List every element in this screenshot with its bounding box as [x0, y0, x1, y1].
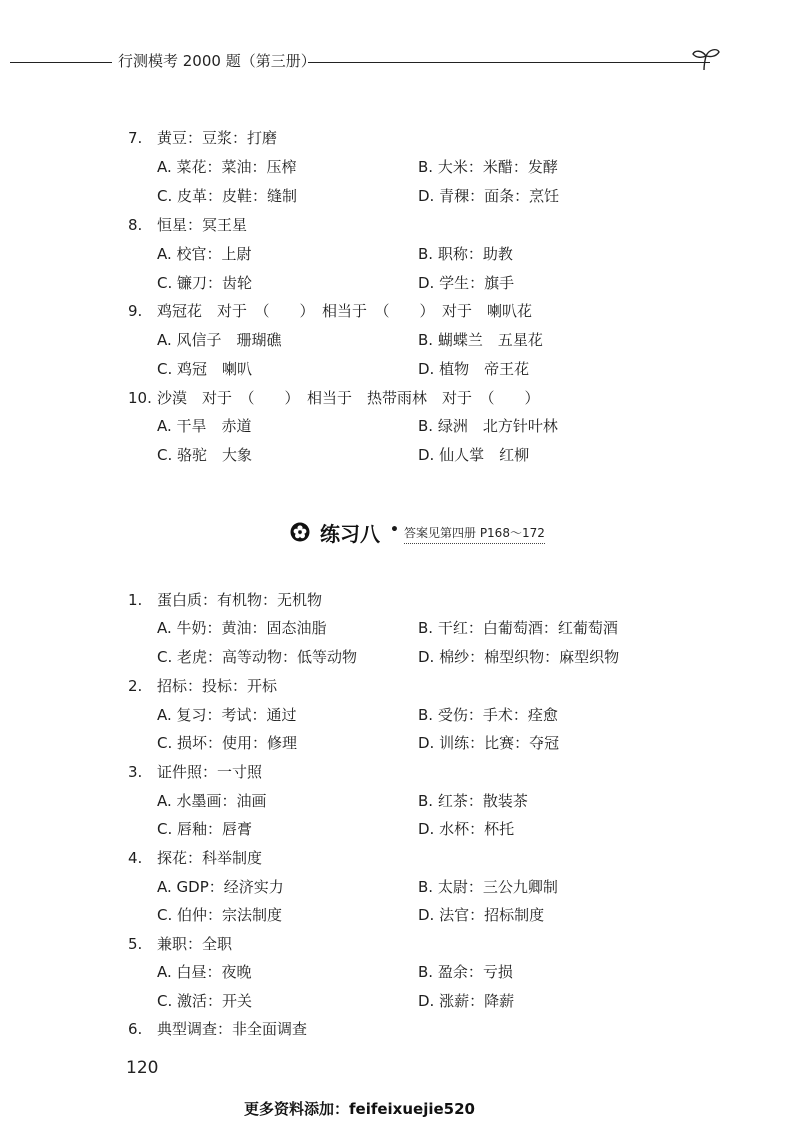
option-c: C. 皮革：皮鞋：缝制	[157, 187, 298, 205]
option-d: D. 水杯：杯托	[418, 820, 515, 838]
question-stem: 蛋白质：有机物：无机物	[157, 591, 323, 609]
section-title: 练习八	[320, 522, 380, 546]
footer-note: 更多资料添加：feifeixuejie520	[244, 1100, 475, 1118]
option-a: A. 干旱 赤道	[157, 417, 252, 435]
option-b: B. 受伤：手术：痊愈	[418, 706, 558, 724]
option-c: C. 激活：开关	[157, 992, 253, 1010]
option-c: C. 镰刀：齿轮	[157, 274, 253, 292]
question-number: 6.	[128, 1020, 143, 1038]
question-stem: 沙漠 对于 （ ） 相当于 热带雨林 对于 （ ）	[157, 389, 540, 407]
running-header	[0, 46, 800, 76]
option-b: B. 蝴蝶兰 五星花	[418, 331, 543, 349]
header-rule-left	[10, 62, 112, 63]
question-number: 5.	[128, 935, 143, 953]
question-stem: 鸡冠花 对于 （ ） 相当于 （ ） 对于 喇叭花	[157, 302, 533, 320]
option-d: D. 棉纱：棉型织物：麻型织物	[418, 648, 620, 666]
option-a: A. 复习：考试：通过	[157, 706, 297, 724]
option-b: B. 干红：白葡萄酒：红葡萄酒	[418, 619, 618, 637]
option-b: B. 大米：米醋：发酵	[418, 158, 558, 176]
option-d: D. 法官：招标制度	[418, 906, 545, 924]
option-c: C. 唇釉：唇膏	[157, 820, 253, 838]
option-b: B. 红茶：散装茶	[418, 792, 528, 810]
option-b: B. 绿洲 北方针叶林	[418, 417, 558, 435]
question-number: 7.	[128, 129, 143, 147]
option-d: D. 青稞：面条：烹饪	[418, 187, 560, 205]
option-c: C. 老虎：高等动物：低等动物	[157, 648, 358, 666]
option-b: B. 职称：助教	[418, 245, 513, 263]
question-number: 4.	[128, 849, 143, 867]
question-stem: 兼职：全职	[157, 935, 233, 953]
option-c: C. 骆驼 大象	[157, 446, 253, 464]
option-d: D. 学生：旗手	[418, 274, 515, 292]
question-stem: 探花：科举制度	[157, 849, 263, 867]
option-a: A. 水墨画：油画	[157, 792, 267, 810]
sprout-icon	[690, 46, 722, 72]
option-a: A. 校官：上尉	[157, 245, 252, 263]
question-stem: 典型调查：非全面调查	[157, 1020, 308, 1038]
answer-reference: 答案见第四册 P168～172	[404, 524, 545, 544]
section-bullet: •	[390, 522, 399, 538]
option-c: C. 鸡冠 喇叭	[157, 360, 253, 378]
option-d: D. 涨薪：降薪	[418, 992, 515, 1010]
option-c: C. 损坏：使用：修理	[157, 734, 298, 752]
option-b: B. 盈余：亏损	[418, 963, 513, 981]
option-a: A. 菜花：菜油：压榨	[157, 158, 297, 176]
option-c: C. 伯仲：宗法制度	[157, 906, 283, 924]
option-d: D. 仙人掌 红柳	[418, 446, 530, 464]
question-number: 8.	[128, 216, 143, 234]
header-title: 行测模考 2000 题（第三册）	[118, 52, 316, 70]
question-stem: 恒星：冥王星	[157, 216, 248, 234]
question-number: 9.	[128, 302, 143, 320]
question-number: 2.	[128, 677, 143, 695]
question-stem: 证件照：一寸照	[157, 763, 263, 781]
option-d: D. 训练：比赛：夺冠	[418, 734, 560, 752]
question-number: 1.	[128, 591, 143, 609]
question-stem: 招标：投标：开标	[157, 677, 278, 695]
option-a: A. 牛奶：黄油：固态油脂	[157, 619, 327, 637]
question-number: 10.	[128, 389, 152, 407]
option-b: B. 太尉：三公九卿制	[418, 878, 558, 896]
option-a: A. GDP：经济实力	[157, 878, 284, 896]
header-rule-right	[308, 62, 710, 63]
option-a: A. 风信子 珊瑚礁	[157, 331, 282, 349]
option-d: D. 植物 帝王花	[418, 360, 530, 378]
flower-icon	[290, 522, 310, 542]
option-a: A. 白昼：夜晚	[157, 963, 252, 981]
question-number: 3.	[128, 763, 143, 781]
question-stem: 黄豆：豆浆：打磨	[157, 129, 278, 147]
page-number: 120	[126, 1058, 159, 1078]
